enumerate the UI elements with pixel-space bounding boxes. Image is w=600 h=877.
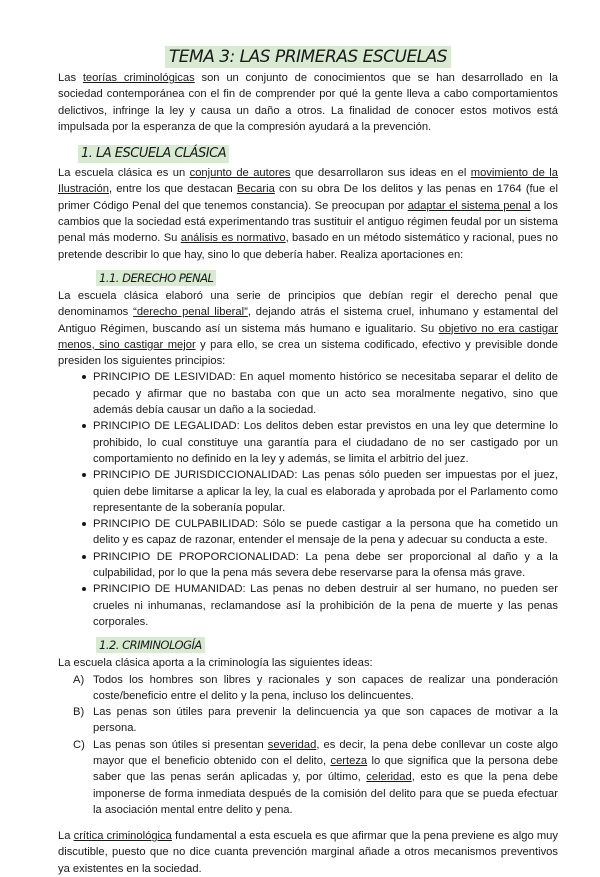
- paragraph: [58, 828, 558, 877]
- underlined-term: certeza: [330, 754, 368, 767]
- text-run: , esto es que la pena debe imponerse de forma inmediata después de la comisión del delito para que se pueda efectuar la asociación mental entre delito y pena.: [93, 771, 558, 816]
- subsection-heading: [96, 270, 558, 288]
- text-run: y para ello, se crea un sistema codificado, efectivo y previsible donde presiden los siguientes principios:: [58, 338, 558, 368]
- underlined-term: crítica criminológica: [73, 830, 172, 843]
- text-run: , basado en un método sistemático y racional, pues no pretende describir lo que hay, sino lo que debería haber. Realiza aportaciones en:: [58, 232, 559, 261]
- underlined-term: movimiento de la Ilustración: [58, 167, 558, 196]
- lettered-item: [58, 704, 558, 737]
- underlined-term: “derecho penal liberal”: [133, 306, 248, 319]
- text-run: , entre los que destacan: [109, 183, 237, 196]
- underlined-term: análisis es normativo: [180, 232, 286, 245]
- underlined-term: conjunto de autores: [189, 167, 291, 180]
- list-marker: A): [73, 673, 85, 686]
- underlined-term: objetivo no era castigar menos, sino castigar mejor: [58, 322, 558, 351]
- bullet-list: [58, 369, 558, 630]
- section-heading: [78, 145, 558, 165]
- text-run: La escuela clásica es un: [58, 167, 190, 180]
- paragraph: [58, 165, 558, 263]
- text-run: Todos los hombres son libres y racionales y son capaces de realizar una ponderación coste/beneficio entre el delito y la pena, incluso los delincuentes.: [93, 673, 558, 702]
- text-run: Las penas son útiles para prevenir la delincuencia ya que son capaces de motivar a la persona.: [93, 706, 558, 735]
- spacer: [58, 818, 558, 828]
- title-text: TEMA 3: LAS PRIMERAS ESCUELAS: [165, 46, 451, 68]
- text-run: , es decir, la pena debe conllevar un coste algo mayor que el beneficio obtenido con el delito,: [93, 738, 558, 767]
- paragraph: [58, 288, 558, 369]
- text-run: La escuela clásica aporta a la criminología las siguientes ideas:: [58, 657, 373, 670]
- underlined-term: adaptar el sistema penal: [407, 199, 531, 212]
- bullet-item: PRINCIPIO DE CULPABILIDAD: Sólo se puede castigar a la persona que ha cometido un delito y es capaz de razonar, entender el mensaje de la pena y adecuar su conducta a este.: [58, 516, 558, 549]
- underlined-term: teorías criminológicas: [82, 72, 195, 84]
- text-run: lo que significa que la persona debe saber que las penas serán aplicadas y, por último,: [93, 754, 558, 784]
- underlined-term: severidad: [267, 738, 317, 751]
- list-marker: B): [73, 706, 85, 719]
- text-run: con su obra De los delitos y las penas en 1764 (fue el primer Código Penal del que tenemos constancia). Se preocupan por: [58, 183, 558, 212]
- bullet-item: PRINCIPIO DE HUMANIDAD: Las penas no deben destruir al ser humano, no pueden ser crueles ni inhumanas, reclamandose así la prohibición de la pena de muerte y las penas corporales.: [58, 581, 558, 630]
- text-run: son un conjunto de conocimientos que se han desarrollado en la sociedad contemporánea con el fin de comprender por qué la gente lleva a cabo comportamientos delictivos, infringe la ley y causa un daño a otros. La finalidad de conocer estos motivos está impulsada por la esperanza de que la compresión ayudará a la prevención.: [58, 72, 558, 133]
- subsection-heading-text: 1.2. CRIMINOLOGÍA: [96, 637, 205, 653]
- lettered-item: [58, 672, 558, 705]
- section-heading-text: 1. LA ESCUELA CLÁSICA: [78, 145, 229, 163]
- subsection-heading-text: 1.1. DERECHO PENAL: [96, 270, 216, 286]
- text-run: a los cambios que la sociedad está experimentando tras sustituir el antiguo régimen feudal por un sistema penal más moderno. Su: [58, 199, 558, 245]
- text-run: Las: [58, 72, 83, 84]
- document-page: [58, 46, 558, 877]
- text-run: , dejando atrás el sistema cruel, inhumano y estamental del Antiguo Régimen, buscando así un sistema más humano e igualitario. Su: [58, 306, 558, 335]
- paragraph: [58, 70, 558, 135]
- lettered-list: [58, 672, 558, 819]
- bullet-item: PRINCIPIO DE PROPORCIONALIDAD: La pena debe ser proporcional al daño y a la culpabilidad, por lo que la pena más severa debe reservarse para la ofensa más grave.: [58, 549, 558, 582]
- bullet-item: PRINCIPIO DE JURISDICCIONALIDAD: Las penas sólo pueden ser impuestas por el juez, quien debe limitarse a aplicar la ley, la cual es elaborada y aprobada por el Parlamento como representante de la soberanía popular.: [58, 467, 558, 516]
- paragraph: [58, 655, 558, 671]
- document-title: [58, 46, 558, 70]
- underlined-term: celeridad: [366, 771, 412, 784]
- list-marker: C): [73, 738, 85, 751]
- bullet-item: PRINCIPIO DE LESIVIDAD: En aquel momento histórico se necesitaba separar el delito de pecado y afirmar que no bastaba con que un acto sea moralmente negativo, sino que además debía causar un daño a la sociedad.: [58, 369, 558, 418]
- text-run: La escuela clásica elaboró una serie de principios que debían regir el derecho penal que denominamos: [58, 289, 558, 319]
- text-run: que desarrollaron sus ideas en el: [290, 167, 471, 180]
- text-run: Las penas son útiles si presentan: [93, 738, 268, 751]
- text-run: La: [58, 830, 74, 843]
- subsection-heading: [96, 637, 558, 655]
- underlined-term: Becaria: [236, 183, 275, 196]
- lettered-item: [58, 737, 558, 818]
- bullet-item: PRINCIPIO DE LEGALIDAD: Los delitos deben estar previstos en una ley que determine lo prohibido, lo cual constituye una garantía para el ciudadano de no ser castigado por un comportamiento no definido en la ley y además, se limita el arbitrio del juez.: [58, 418, 558, 467]
- text-run: fundamental a esta escuela es que afirmar que la pena previene es algo muy discutible, puesto que no dice cuanta prevención marginal añade a otros mecanismos preventivos ya existentes en la sociedad.: [58, 830, 558, 875]
